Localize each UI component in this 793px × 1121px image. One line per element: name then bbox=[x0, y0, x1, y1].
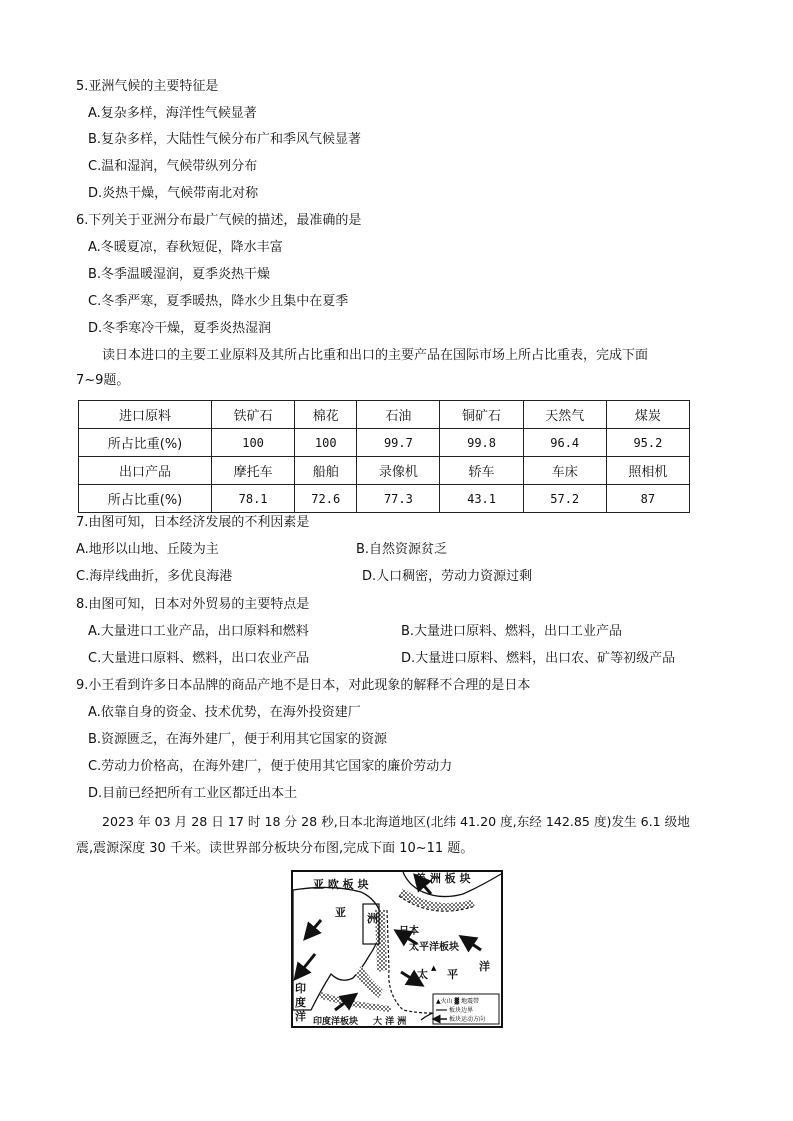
indian-ocean-label-1: 印 bbox=[295, 982, 306, 995]
intro-10-11-line2: 震,震源深度 30 千米。读世界部分板块分布图,完成下面 10~11 题。 bbox=[76, 841, 474, 856]
table-row bbox=[79, 429, 690, 457]
intro-10-11-line1: 2023 年 03 月 28 日 17 时 18 分 28 秒,日本北海道地区(北纬 41.20 度,东经 142.85 度)发生 6.1 级地 bbox=[102, 814, 690, 829]
export-item: 录像机 bbox=[357, 457, 440, 485]
export-value: 78.1 bbox=[212, 485, 295, 513]
q5-stem: 5.亚洲气候的主要特征是 bbox=[76, 79, 219, 94]
volcano-icon: ▲ bbox=[431, 964, 437, 972]
export-value: 77.3 bbox=[357, 485, 440, 513]
q9-option-d: D.目前已经把所有工业区都迁出本土 bbox=[88, 786, 298, 801]
table-row bbox=[79, 457, 690, 485]
intro-7-9-line2: 7~9题。 bbox=[76, 373, 130, 388]
q6-option-d: D.冬季寒冷干燥，夏季炎热湿润 bbox=[88, 321, 272, 336]
q8-option-a: A.大量进口工业产品，出口原料和燃料 bbox=[88, 624, 309, 639]
plate-map bbox=[291, 870, 503, 1028]
pacific-plate-label: 太平洋板块 bbox=[409, 942, 459, 953]
q6-option-c: C.冬季严寒，夏季暖热，降水少且集中在夏季 bbox=[88, 294, 349, 309]
ratio-label: 所占比重(%) bbox=[79, 429, 212, 457]
japan-label: 日本 bbox=[399, 926, 419, 937]
export-value: 72.6 bbox=[295, 485, 357, 513]
q6-option-a: A.冬暖夏凉，春秋短促，降水丰富 bbox=[88, 240, 283, 255]
q5-option-c: C.温和湿润，气候带纵列分布 bbox=[88, 159, 258, 174]
import-value: 100 bbox=[295, 429, 357, 457]
indian-ocean-plate-label: 印度洋板块 bbox=[313, 1017, 359, 1027]
export-value: 43.1 bbox=[440, 485, 523, 513]
q6-stem: 6.下列关于亚洲分布最广气候的描述，最准确的是 bbox=[76, 213, 362, 228]
q7-option-a: A.地形以山地、丘陵为主 bbox=[76, 542, 219, 557]
import-value: 99.8 bbox=[440, 429, 523, 457]
q7-option-d: D.人口稠密，劳动力资源过剩 bbox=[362, 569, 533, 584]
q8-option-b: B.大量进口原料、燃料，出口工业产品 bbox=[401, 624, 623, 639]
asia-label-1: 亚 bbox=[335, 906, 346, 919]
import-value: 100 bbox=[212, 429, 295, 457]
import-item: 天然气 bbox=[523, 401, 606, 429]
export-value: 57.2 bbox=[523, 485, 606, 513]
export-item: 船舶 bbox=[295, 457, 357, 485]
eurasian-plate-label: 亚 欧 板 块 bbox=[313, 878, 369, 891]
import-item: 铁矿石 bbox=[212, 401, 295, 429]
q6-option-b: B.冬季温暖湿润，夏季炎热干燥 bbox=[88, 267, 271, 282]
import-header: 进口原料 bbox=[79, 401, 212, 429]
import-item: 铜矿石 bbox=[440, 401, 523, 429]
import-item: 石油 bbox=[357, 401, 440, 429]
oceania-label: 大 洋 洲 bbox=[373, 1017, 407, 1027]
import-value: 96.4 bbox=[523, 429, 606, 457]
import-item: 煤炭 bbox=[606, 401, 689, 429]
table-row bbox=[79, 401, 690, 429]
pacific-ocean-label-1: 太 bbox=[417, 968, 428, 981]
q9-stem: 9.小王看到许多日本品牌的商品产地不是日本，对此现象的解释不合理的是日本 bbox=[76, 678, 531, 693]
import-item: 棉花 bbox=[295, 401, 357, 429]
asia-label-2: 洲 bbox=[367, 912, 378, 925]
export-item: 车床 bbox=[523, 457, 606, 485]
north-american-plate-label: 美 洲 板 块 bbox=[415, 872, 471, 885]
q9-option-c: C.劳动力价格高，在海外建厂，便于使用其它国家的廉价劳动力 bbox=[88, 759, 453, 774]
indian-ocean-label-2: 度 bbox=[295, 996, 306, 1009]
export-value: 87 bbox=[606, 485, 689, 513]
pacific-ocean-label-3: 洋 bbox=[479, 960, 490, 973]
intro-7-9-line1: 读日本进口的主要工业原料及其所占比重和出口的主要产品在国际市场上所占比重表，完成下面 bbox=[102, 348, 649, 363]
legend-boundary: 板块边界 bbox=[449, 1007, 474, 1014]
q9-option-a: A.依靠自身的资金、技术优势，在海外投资建厂 bbox=[88, 705, 361, 720]
trade-table bbox=[78, 400, 690, 513]
export-item: 照相机 bbox=[606, 457, 689, 485]
pacific-ocean-label-2: 平 bbox=[447, 968, 458, 981]
legend-motion: 板块运动方向 bbox=[449, 1016, 486, 1023]
indian-ocean-label-3: 洋 bbox=[295, 1010, 306, 1023]
import-value: 99.7 bbox=[357, 429, 440, 457]
import-value: 95.2 bbox=[606, 429, 689, 457]
q8-option-c: C.大量进口原料、燃料，出口农业产品 bbox=[88, 651, 310, 666]
q9-option-b: B.资源匮乏，在海外建厂，便于利用其它国家的资源 bbox=[88, 732, 388, 747]
export-item: 轿车 bbox=[440, 457, 523, 485]
q7-stem: 7.由图可知，日本经济发展的不利因素是 bbox=[76, 515, 310, 530]
export-header: 出口产品 bbox=[79, 457, 212, 485]
ratio-label: 所占比重(%) bbox=[79, 485, 212, 513]
q5-option-d: D.炎热干燥，气候带南北对称 bbox=[88, 186, 259, 201]
q5-option-a: A.复杂多样，海洋性气候显著 bbox=[88, 106, 257, 121]
q7-option-b: B.自然资源贫乏 bbox=[356, 542, 448, 557]
export-item: 摩托车 bbox=[212, 457, 295, 485]
q8-option-d: D.大量进口原料、燃料，出口农、矿等初级产品 bbox=[401, 651, 676, 666]
table-row bbox=[79, 485, 690, 513]
q8-stem: 8.由图可知，日本对外贸易的主要特点是 bbox=[76, 597, 310, 612]
legend-volcano-quake: ▲火山 ▓ 地震带 bbox=[436, 998, 480, 1005]
q5-option-b: B.复杂多样，大陆性气候分布广和季风气候显著 bbox=[88, 132, 362, 147]
q7-option-c: C.海岸线曲折，多优良海港 bbox=[76, 569, 233, 584]
